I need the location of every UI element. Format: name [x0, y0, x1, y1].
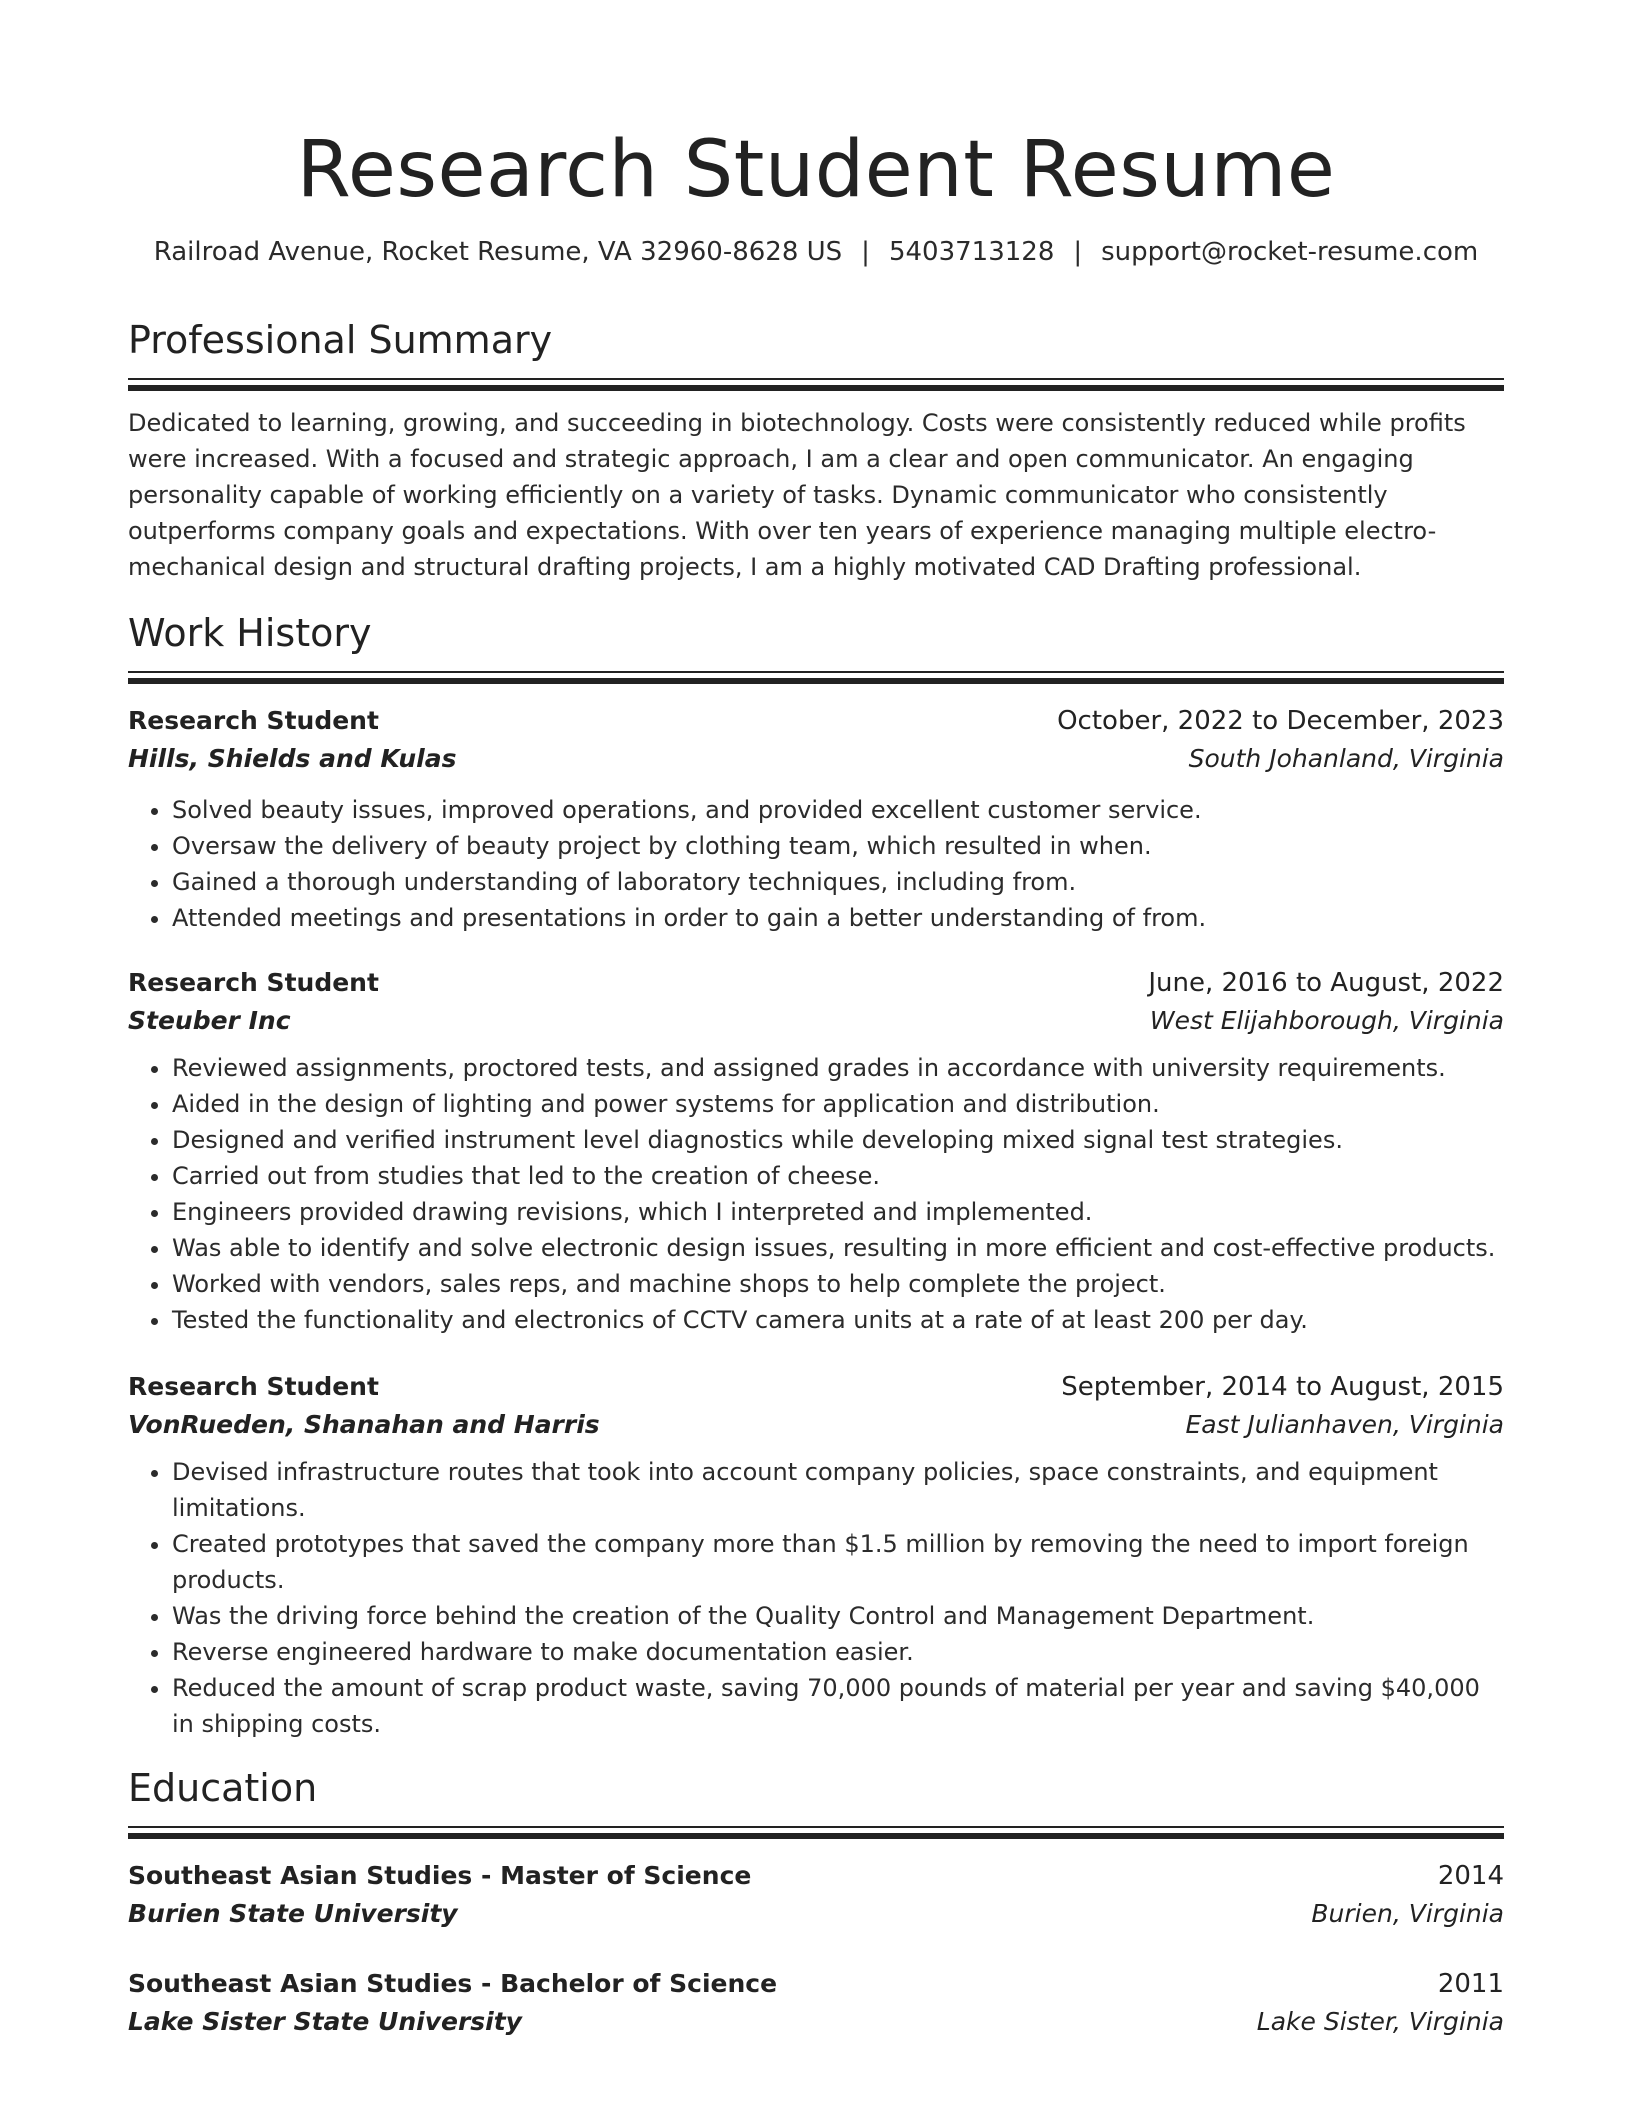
education-section	[128, 1764, 1504, 2041]
list-item: • Gained a thorough understanding of laboratory techniques, including from.	[172, 864, 1504, 900]
education-year: 2014	[1437, 1861, 1504, 1891]
education-entry	[128, 1965, 1504, 2041]
list-item: • Solved beauty issues, improved operations, and provided excellent customer service.	[172, 792, 1504, 828]
section-title-work: Work History	[128, 611, 372, 655]
contact-email: support@rocket-resume.com	[1101, 237, 1479, 267]
education-degree: Southeast Asian Studies - Master of Science	[128, 1861, 752, 1890]
list-item: • Was able to identify and solve electronic design issues, resulting in more efficient and cost-effective products.	[172, 1230, 1504, 1266]
education-location: Burien, Virginia	[1311, 1899, 1504, 1928]
contact-phone: 5403713128	[888, 237, 1055, 267]
list-item: • Devised infrastructure routes that took into account company policies, space constraints, and equipment limitations.	[172, 1454, 1504, 1526]
job-title: Research Student	[128, 706, 379, 735]
list-item: • Carried out from studies that led to the creation of cheese.	[172, 1158, 1504, 1194]
job-entry	[128, 964, 1504, 1338]
list-item: • Tested the functionality and electronics of CCTV camera units at a rate of at least 200 per day.	[172, 1302, 1504, 1338]
section-divider	[128, 378, 1504, 391]
job-entry	[128, 702, 1504, 936]
section-title-summary: Professional Summary	[128, 318, 553, 362]
job-title: Research Student	[128, 968, 379, 997]
section-title-education: Education	[128, 1766, 318, 1810]
job-title: Research Student	[128, 1372, 379, 1401]
list-item: • Oversaw the delivery of beauty project by clothing team, which resulted in when.	[172, 828, 1504, 864]
job-company: VonRueden, Shanahan and Harris	[128, 1410, 600, 1439]
job-company: Hills, Shields and Kulas	[128, 744, 457, 773]
list-item: • Attended meetings and presentations in order to gain a better understanding of from.	[172, 900, 1504, 936]
education-location: Lake Sister, Virginia	[1256, 2007, 1504, 2036]
job-bullets	[128, 1454, 1504, 1742]
job-location: South Johanland, Virginia	[1188, 744, 1504, 773]
job-dates: September, 2014 to August, 2015	[1061, 1372, 1504, 1402]
job-bullets	[128, 1050, 1504, 1338]
section-divider	[128, 671, 1504, 684]
resume-name: Research Student Resume	[296, 125, 1336, 215]
contact-separator: |	[861, 237, 870, 267]
contact-separator: |	[1073, 237, 1083, 267]
list-item: • Reverse engineered hardware to make documentation easier.	[172, 1634, 1504, 1670]
list-item: • Was the driving force behind the creation of the Quality Control and Management Department.	[172, 1598, 1504, 1634]
summary-text: Dedicated to learning, growing, and succeeding in biotechnology. Costs were consistently reduced while profits were increased. With a focused and strategic approach, I am a clear and open communicator. An engaging personality capable of working efficiently on a variety of tasks. Dynamic communicator who consistently outperforms company goals and expectations. With over ten years of experience managing multiple electro-mechanical design and structural drafting projects, I am a highly motivated CAD Drafting professional.	[128, 409, 1466, 581]
education-year: 2011	[1437, 1969, 1504, 1999]
education-school: Burien State University	[128, 1899, 458, 1928]
contact-address: Railroad Avenue, Rocket Resume, VA 32960-8628 US	[153, 237, 843, 267]
job-location: East Julianhaven, Virginia	[1185, 1410, 1504, 1439]
list-item: • Aided in the design of lighting and power systems for application and distribution.	[172, 1086, 1504, 1122]
summary-section	[128, 316, 1504, 585]
education-school: Lake Sister State University	[128, 2007, 522, 2036]
education-entry	[128, 1857, 1504, 1933]
job-bullets	[128, 792, 1504, 936]
job-entry	[128, 1368, 1504, 1742]
job-company: Steuber Inc	[128, 1006, 291, 1035]
job-dates: June, 2016 to August, 2022	[1148, 968, 1504, 998]
list-item: • Worked with vendors, sales reps, and machine shops to help complete the project.	[172, 1266, 1504, 1302]
list-item: • Reduced the amount of scrap product waste, saving 70,000 pounds of material per year and saving $40,000 in shipping costs.	[172, 1670, 1504, 1742]
list-item: • Created prototypes that saved the company more than $1.5 million by removing the need to import foreign products.	[172, 1526, 1504, 1598]
job-dates: October, 2022 to December, 2023	[1057, 706, 1504, 736]
list-item: • Engineers provided drawing revisions, which I interpreted and implemented.	[172, 1194, 1504, 1230]
list-item: • Designed and verified instrument level diagnostics while developing mixed signal test strategies.	[172, 1122, 1504, 1158]
job-location: West Elijahborough, Virginia	[1149, 1006, 1504, 1035]
list-item: • Reviewed assignments, proctored tests, and assigned grades in accordance with university requirements.	[172, 1050, 1504, 1086]
work-history-section	[128, 609, 1504, 1742]
section-divider	[128, 1826, 1504, 1839]
contact-line	[128, 234, 1504, 270]
education-degree: Southeast Asian Studies - Bachelor of Science	[128, 1969, 778, 1998]
